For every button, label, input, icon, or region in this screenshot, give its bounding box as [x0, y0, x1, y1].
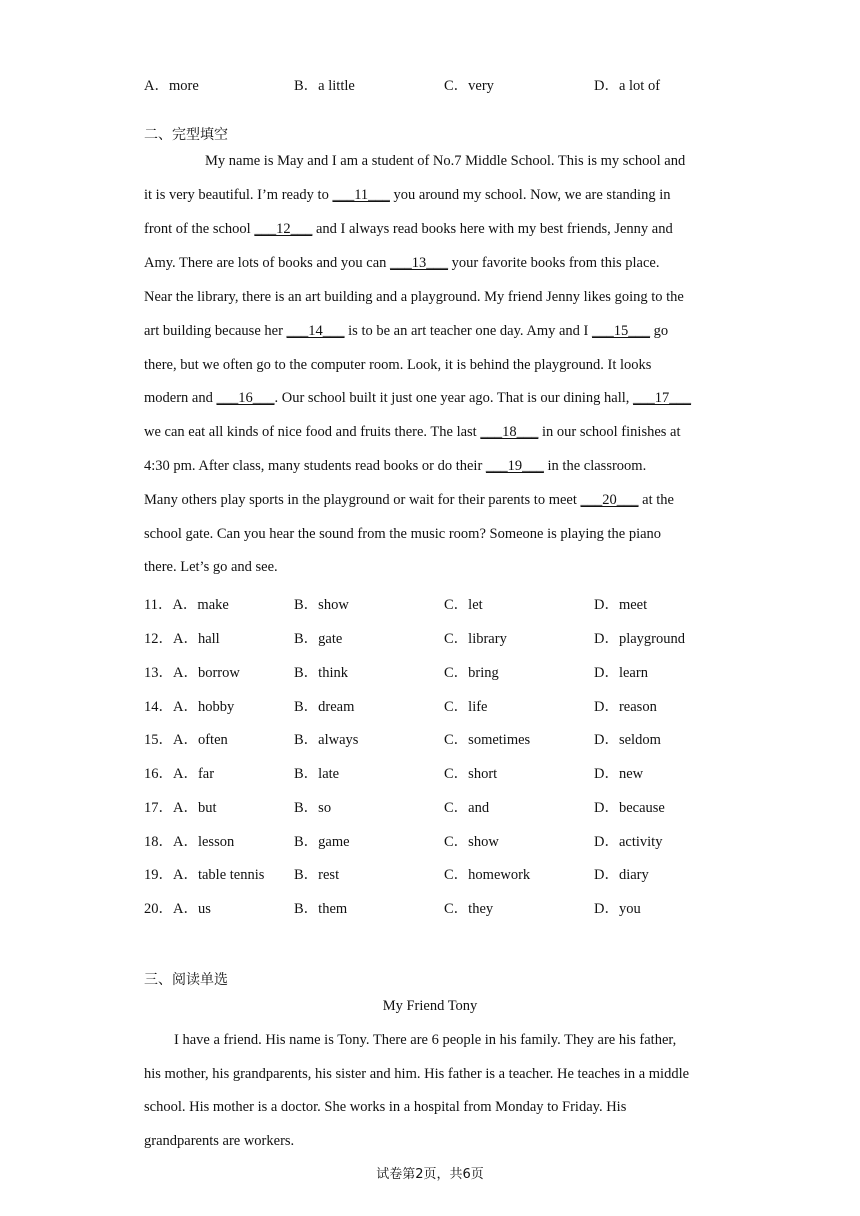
option-a[interactable]: 17．A．but	[144, 800, 217, 816]
question-row-14	[144, 695, 744, 715]
option-a[interactable]: 19．A．table tennis	[144, 867, 265, 883]
blank-14[interactable]: ___14___	[286, 323, 345, 339]
question-row-15	[144, 728, 744, 748]
question-row-18	[144, 830, 744, 850]
passage-line: there, but we often go to the computer room. Look, it is behind the playground. It looks	[144, 357, 652, 373]
option-d[interactable]: D．learn	[594, 665, 648, 681]
blank-13[interactable]: ___13___	[390, 255, 449, 271]
option-d: D．a lot of	[594, 78, 661, 94]
blank-12[interactable]: ___12___	[254, 221, 313, 237]
passage-line: modern and ___16___. Our school built it just one year ago. That is our dining hall, ___17___	[144, 390, 692, 406]
question-row-13	[144, 661, 744, 681]
option-d[interactable]: D．new	[594, 766, 644, 782]
passage-line: front of the school ___12___ and I always read books here with my best friends, Jenny and	[144, 221, 673, 237]
option-a[interactable]: 14．A．hobby	[144, 699, 235, 715]
section-heading-reading: 三、阅读单选	[144, 972, 228, 988]
question-row-12	[144, 627, 744, 647]
option-b[interactable]: B．think	[294, 665, 348, 681]
option-a[interactable]: 11．A．make	[144, 597, 229, 613]
option-d[interactable]: D．because	[594, 800, 665, 816]
page-footer: 试卷第2页，共6页	[376, 1167, 484, 1182]
option-c[interactable]: C．library	[444, 631, 507, 647]
option-b[interactable]: B．late	[294, 766, 340, 782]
previous-question-options	[144, 74, 744, 94]
option-b[interactable]: B．rest	[294, 867, 340, 883]
passage-line: school. His mother is a doctor. She works in a hospital from Monday to Friday. His	[144, 1099, 627, 1115]
option-d[interactable]: D．meet	[594, 597, 648, 613]
option-a[interactable]: 12．A．hall	[144, 631, 220, 647]
passage-line: there. Let’s go and see.	[144, 559, 278, 575]
passage-line: 4:30 pm. After class, many students read books or do their ___19___ in the classroom.	[144, 458, 647, 474]
passage-line: school gate. Can you hear the sound from the music room? Someone is playing the piano	[144, 526, 662, 542]
option-c[interactable]: C．short	[444, 766, 498, 782]
option-b[interactable]: B．dream	[294, 699, 355, 715]
passage-line: Near the library, there is an art building and a playground. My friend Jenny likes going to the	[144, 289, 684, 305]
blank-11[interactable]: ___11___	[332, 187, 390, 203]
blank-15[interactable]: ___15___	[592, 323, 651, 339]
question-row-17	[144, 796, 744, 816]
question-row-11	[144, 593, 744, 613]
blank-20[interactable]: ___20___	[580, 492, 639, 508]
option-d[interactable]: D．playground	[594, 631, 686, 647]
option-b[interactable]: B．so	[294, 800, 332, 816]
option-b[interactable]: B．always	[294, 732, 359, 748]
passage-title: My Friend Tony	[382, 998, 478, 1014]
option-c[interactable]: C．sometimes	[444, 732, 531, 748]
blank-18[interactable]: ___18___	[480, 424, 539, 440]
option-c[interactable]: C．they	[444, 901, 494, 917]
passage-line: it is very beautiful. I’m ready to ___11___ you around my school. Now, we are standing in	[144, 187, 671, 203]
option-a[interactable]: 13．A．borrow	[144, 665, 240, 681]
option-c[interactable]: C．bring	[444, 665, 499, 681]
option-d[interactable]: D．you	[594, 901, 641, 917]
option-a[interactable]: 16．A．far	[144, 766, 215, 782]
passage-line: My name is May and I am a student of No.7 Middle School. This is my school and	[205, 153, 686, 169]
blank-17[interactable]: ___17___	[633, 390, 692, 406]
option-b[interactable]: B．gate	[294, 631, 343, 647]
option-c[interactable]: C．let	[444, 597, 483, 613]
option-b[interactable]: B．game	[294, 834, 350, 850]
blank-19[interactable]: ___19___	[485, 458, 544, 474]
option-a: A．more	[144, 78, 199, 94]
passage-line: I have a friend. His name is Tony. There are 6 people in his family. They are his father,	[174, 1032, 677, 1048]
passage-line: his mother, his grandparents, his sister and him. His father is a teacher. He teaches in a middle	[144, 1066, 690, 1082]
question-row-16	[144, 762, 744, 782]
question-row-19	[144, 863, 744, 883]
option-c[interactable]: C．show	[444, 834, 499, 850]
option-a[interactable]: 18．A．lesson	[144, 834, 235, 850]
passage-line: art building because her ___14___ is to be an art teacher one day. Amy and I ___15___ go	[144, 323, 669, 339]
passage-line: Many others play sports in the playground or wait for their parents to meet ___20___ at the	[144, 492, 674, 508]
passage-line: Amy. There are lots of books and you can ___13___ your favorite books from this place.	[144, 255, 660, 271]
option-a[interactable]: 20．A．us	[144, 901, 211, 917]
option-d[interactable]: D．diary	[594, 867, 649, 883]
passage-line: grandparents are workers.	[144, 1133, 295, 1149]
option-b: B．a little	[294, 78, 355, 94]
option-c: C．very	[444, 78, 494, 94]
passage-line: we can eat all kinds of nice food and fruits there. The last ___18___ in our school finishes at	[144, 424, 681, 440]
option-c[interactable]: C．homework	[444, 867, 531, 883]
option-c[interactable]: C．life	[444, 699, 488, 715]
option-c[interactable]: C．and	[444, 800, 490, 816]
option-b[interactable]: B．them	[294, 901, 348, 917]
option-d[interactable]: D．activity	[594, 834, 663, 850]
blank-16[interactable]: ___16___	[216, 390, 275, 406]
option-d[interactable]: D．seldom	[594, 732, 661, 748]
question-row-20	[144, 897, 744, 917]
section-heading-cloze: 二、完型填空	[144, 127, 228, 143]
option-b[interactable]: B．show	[294, 597, 349, 613]
option-a[interactable]: 15．A．often	[144, 732, 228, 748]
option-d[interactable]: D．reason	[594, 699, 657, 715]
